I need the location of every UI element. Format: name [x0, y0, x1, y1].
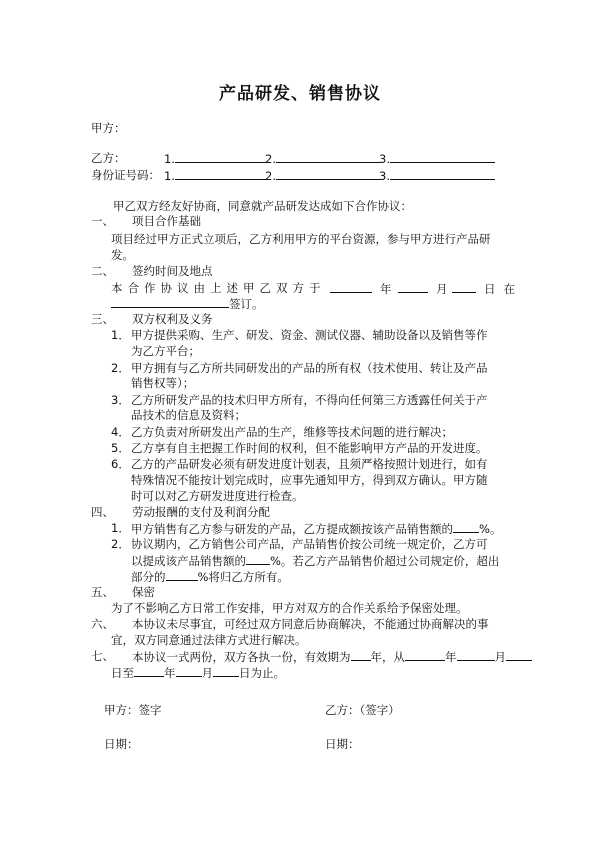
- s3-item-3-line1: 乙方所研发产品的技术归甲方所有，不得向任何第三方透露任何关于产: [131, 393, 488, 407]
- start-year-blank[interactable]: [405, 649, 445, 661]
- section-1-heading: 项目合作基础: [132, 214, 201, 228]
- s3-item-3-number: 3．: [111, 393, 130, 407]
- id-field-3[interactable]: 3.: [379, 168, 495, 184]
- s4-item-2-line1: 协议期内，乙方销售公司产品，产品销售价按公司统一规定价，乙方可: [131, 537, 488, 551]
- s3-item-2-line2: 销售权等）；: [131, 376, 195, 390]
- section-6-line2: 宜，双方同意通过法律方式进行解决。: [111, 633, 307, 647]
- party-a-date[interactable]: 日期：: [104, 737, 139, 751]
- party-b-signature[interactable]: 乙方：（签字）: [325, 703, 400, 717]
- s4-item-2-line2: 以提成该产品销售额的 %。若乙方产品销售价超过公司规定价，超出: [131, 554, 500, 568]
- sign-month-blank[interactable]: 月: [398, 281, 448, 297]
- party-b-field-3[interactable]: 3.: [379, 151, 495, 167]
- s3-item-6-line1: 乙方的产品研发必须有研发进度计划表，且须严格按照计划进行，如有: [131, 457, 488, 471]
- section-5-number: 五、: [91, 585, 114, 599]
- s3-item-2-line1: 甲方拥有与乙方所共同研发出的产品的所有权（技术使用、转让及产品: [131, 361, 488, 375]
- s3-item-4-number: 4．: [111, 425, 130, 439]
- s3-item-4-line1: 乙方负责对所研发出产品的生产，维修等技术问题的进行解决；: [131, 425, 453, 439]
- s3-item-1-number: 1．: [111, 328, 130, 342]
- s4-item-1-number: 1．: [111, 521, 130, 535]
- section-2-text-line1: 本合作协议由上述甲乙双方于: [111, 281, 326, 295]
- s3-item-5-number: 5．: [111, 441, 130, 455]
- s3-item-1-line2: 为乙方平台；: [131, 344, 200, 358]
- s4-item-2-line3: 部分的 %将归乙方所有。: [131, 570, 289, 584]
- party-b-date[interactable]: 日期：: [325, 737, 360, 751]
- s3-item-2-number: 2．: [111, 361, 130, 375]
- s3-item-6-line3: 时可以对乙方研发进度进行检查。: [131, 489, 304, 503]
- s3-item-5-line1: 乙方享有自主把握工作时间的权利，但不能影响甲方产品的开发进度。: [131, 441, 488, 455]
- end-month-blank[interactable]: [176, 665, 202, 677]
- commission-pct-blank[interactable]: [453, 521, 479, 533]
- section-7-number: 七、: [91, 649, 114, 663]
- start-month-blank[interactable]: [457, 649, 495, 661]
- section-5-text: 为了不影响乙方日常工作安排，甲方对双方的合作关系给予保密处理。: [111, 601, 468, 615]
- end-year-blank[interactable]: [134, 665, 164, 677]
- section-4-heading: 劳动报酬的支付及利润分配: [132, 505, 270, 519]
- document-title: 产品研发、销售协议: [219, 84, 381, 104]
- party-a-label: 甲方：: [91, 121, 126, 135]
- id-number-label: 身份证号码：: [91, 168, 160, 182]
- section-6-number: 六、: [91, 617, 114, 631]
- id-field-1[interactable]: 1.: [164, 168, 270, 184]
- s3-item-6-number: 6．: [111, 457, 130, 471]
- section-4-number: 四、: [91, 505, 114, 519]
- s3-item-1-line1: 甲方提供采购、生产、研发、资金、测试仪器、辅助设备以及销售等作: [131, 328, 488, 342]
- section-7-line2: 日至 年 月 日为止。: [111, 666, 285, 680]
- party-b-label: 乙方：: [91, 151, 126, 165]
- section-1-text-line1: 项目经过甲方正式立项后，乙方利用甲方的平台资源，参与甲方进行产品研: [111, 232, 491, 246]
- s4-item-1-line1: 甲方销售有乙方参与研发的产品，乙方提成额按该产品销售额的 %。: [131, 522, 502, 536]
- sign-place-blank[interactable]: 签订。: [111, 296, 264, 312]
- party-a-signature[interactable]: 甲方：签字: [104, 703, 162, 717]
- section-1-text-line2: 发。: [111, 248, 134, 262]
- section-1-number: 一、: [91, 214, 114, 228]
- section-3-number: 三、: [91, 312, 114, 326]
- party-b-field-2[interactable]: 2.: [265, 151, 380, 167]
- sign-day-blank[interactable]: 日在: [452, 281, 523, 297]
- start-day-blank[interactable]: [506, 649, 532, 661]
- sign-year-blank[interactable]: 年: [330, 281, 392, 297]
- excess-pct-blank[interactable]: [166, 569, 198, 581]
- section-7-line1: 本协议一式两份，双方各执一份，有效期为 年，从 年 月: [132, 649, 532, 665]
- section-2-number: 二、: [91, 264, 114, 278]
- sales-pct-blank[interactable]: [246, 553, 270, 565]
- id-field-2[interactable]: 2.: [265, 168, 380, 184]
- section-2-heading: 签约时间及地点: [132, 264, 213, 278]
- section-3-heading: 双方权利及义务: [132, 312, 213, 326]
- s3-item-3-line2: 品技术的信息及资料；: [131, 408, 246, 422]
- section-6-line1: 本协议未尽事宜，可经过双方同意后协商解决，不能通过协商解决的事: [132, 617, 489, 631]
- validity-years-blank[interactable]: [351, 649, 371, 661]
- intro-text: 甲乙双方经友好协商，同意就产品研发达成如下合作协议：: [113, 199, 412, 213]
- end-day-blank[interactable]: [213, 665, 239, 677]
- party-b-field-1[interactable]: 1.: [164, 151, 270, 167]
- s4-item-2-number: 2．: [111, 537, 130, 551]
- section-5-heading: 保密: [132, 585, 155, 599]
- s3-item-6-line2: 特殊情况不能按计划完成时，应事先通知甲方，得到双方确认。甲方随: [131, 473, 488, 487]
